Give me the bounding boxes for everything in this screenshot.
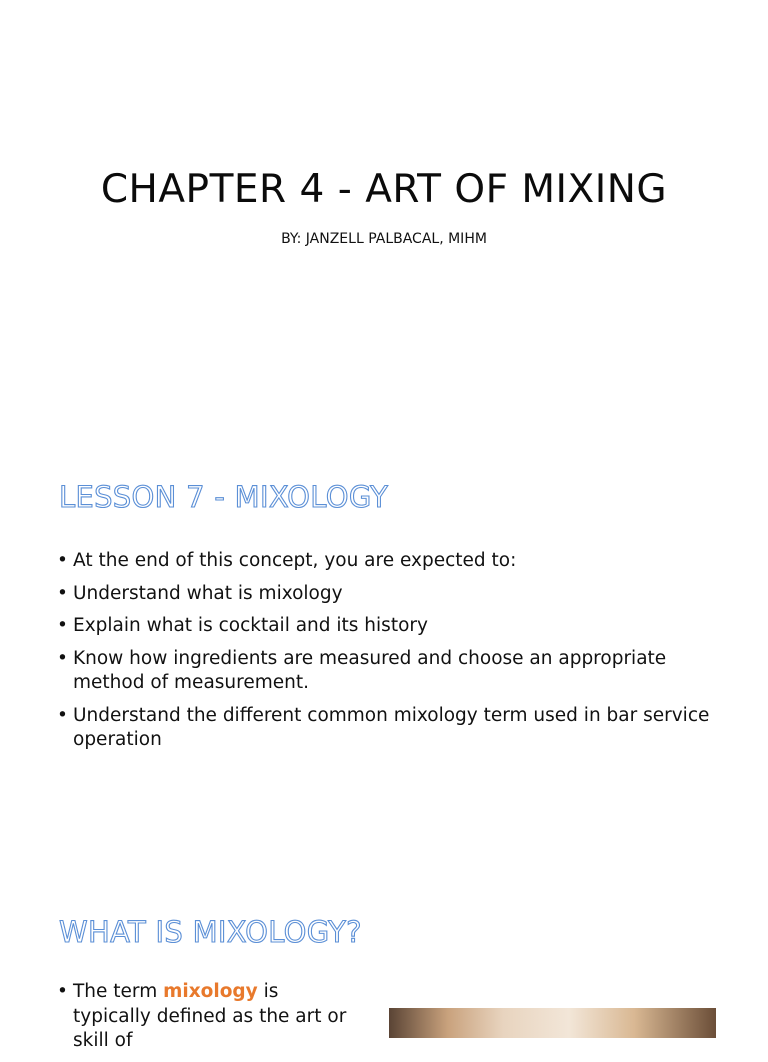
- lesson-heading: LESSON 7 - MIXOLOGY: [59, 480, 389, 514]
- definition-prefix: The term: [73, 981, 164, 1002]
- objective-item: • Understand what is mixology: [57, 582, 717, 607]
- cocktail-photo: [389, 1008, 716, 1038]
- lesson-slide: [0, 432, 768, 864]
- objective-item: • Understand the different common mixology term used in bar service operation: [57, 704, 717, 753]
- definition-slide: [0, 864, 768, 1051]
- objective-item: • Know how ingredients are measured and choose an appropriate method of measurement.: [57, 647, 717, 696]
- definition-suffix: is typically defined as the art or skill of: [73, 981, 347, 1051]
- definition-heading: WHAT IS MIXOLOGY?: [59, 915, 362, 949]
- definition-item: [57, 980, 357, 1054]
- objective-item: • At the end of this concept, you are expected to:: [57, 549, 717, 574]
- highlighted-term: mixology: [163, 981, 258, 1002]
- title-slide: [0, 0, 768, 432]
- objectives-list: [57, 549, 717, 761]
- objective-item: • Explain what is cocktail and its history: [57, 614, 717, 639]
- definition-list: [57, 980, 357, 1062]
- chapter-title: CHAPTER 4 - ART OF MIXING: [100, 167, 668, 212]
- author-line: BY: JANZELL PALBACAL, MIHM: [281, 231, 487, 247]
